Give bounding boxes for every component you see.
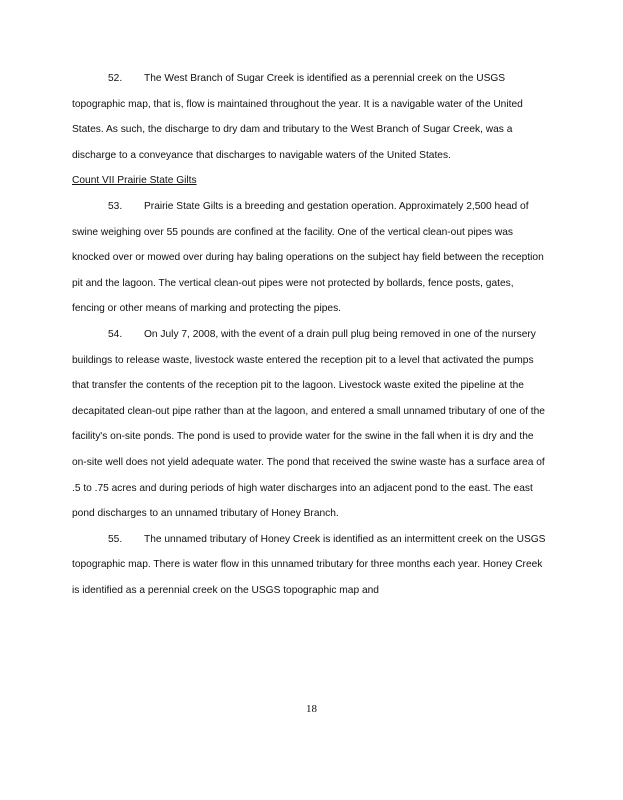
paragraph-text: Prairie State Gilts is a breeding and gestation operation. Approximately 2,500 head of swine weighing over 55 pounds are confined at the facility. One of the vertical clean-out pipes was knocked over or mowed over during hay baling operations on the subject hay field between the reception pit and the lagoon. The vertical clean-out pipes were not protected by bollards, fence posts, gates, fencing or other means of marking and protecting the pipes. xyxy=(72,200,544,315)
paragraph-number: 54. xyxy=(108,328,123,340)
paragraph-number: 55. xyxy=(108,533,123,545)
paragraph-55 xyxy=(72,527,548,604)
page-number: 18 xyxy=(306,703,317,715)
paragraph-number: 53. xyxy=(108,200,123,212)
document-body xyxy=(72,66,548,603)
paragraph-53 xyxy=(72,194,548,322)
paragraph-text: The West Branch of Sugar Creek is identified as a perennial creek on the USGS topographic map, that is, flow is maintained throughout the year. It is a navigable water of the United States. As such, the discharge to dry dam and tributary to the West Branch of Sugar Creek, was a discharge to a conveyance that discharges to navigable waters of the United States. xyxy=(72,73,523,161)
section-heading: Count VII Prairie State Gilts xyxy=(72,175,197,187)
paragraph-text: The unnamed tributary of Honey Creek is identified as an intermittent creek on the USGS topographic map. There is water flow in this unnamed tributary for three months each year. Honey Creek is identified as a perennial creek on the USGS topographic map and xyxy=(72,533,546,596)
paragraph-54 xyxy=(72,322,548,527)
paragraph-text: On July 7, 2008, with the event of a drain pull plug being removed in one of the nursery buildings to release waste, livestock waste entered the reception pit to a level that activated the pumps that transfer the contents of the reception pit to the lagoon. Livestock waste exited the pipeline at the decapitated clean-out pipe rather than at the lagoon, and entered a small unnamed tributary of one of the facility's on-site ponds. The pond is used to provide water for the swine in the fall when it is dry and the on-site well does not yield adequate water. The pond that received the swine waste has a surface area of .5 to .75 acres and during periods of high water discharges into an adjacent pond to the east. The east pond discharges to an unnamed tributary of Honey Branch. xyxy=(72,328,545,520)
paragraph-52 xyxy=(72,66,548,168)
paragraph-number: 52. xyxy=(108,73,123,84)
